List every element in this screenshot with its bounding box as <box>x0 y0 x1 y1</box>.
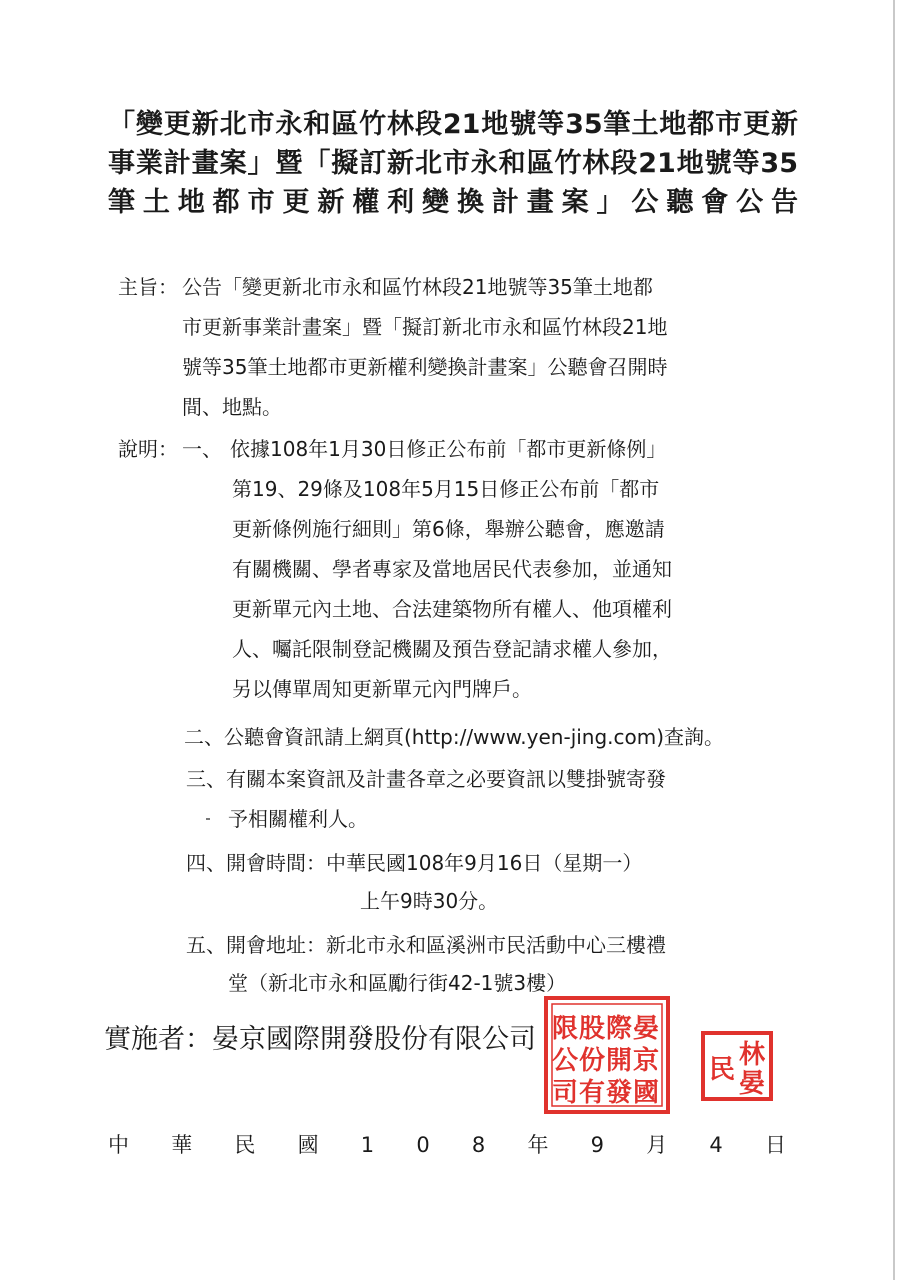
date-char: 0 <box>416 1133 430 1157</box>
scan-mark <box>206 818 210 820</box>
item1-line-7: 另以傳單周知更新單元內門牌戶。 <box>232 677 532 701</box>
seal-char: 晏 <box>632 1014 660 1044</box>
subject-line-2: 市更新事業計畫案」暨「擬訂新北市永和區竹林段21地 <box>182 315 668 339</box>
seal-char: 份 <box>578 1046 606 1076</box>
title-line-3: 筆土地都市更新權利變換計畫案」公聽會公告 <box>108 187 798 218</box>
seal-char: 公 <box>551 1046 579 1076</box>
seal-char: 林 <box>738 1040 766 1070</box>
item3-line-1: 三、有關本案資訊及計畫各章之必要資訊以雙掛號寄發 <box>186 767 666 791</box>
item4-line-1: 四、開會時間：中華民國108年9月16日（星期一） <box>186 851 643 875</box>
item4-line-2: 上午9時30分。 <box>360 889 499 913</box>
item1-line-6: 人、囑託限制登記機關及預告登記請求權人參加， <box>232 637 672 661</box>
seal-char: 京 <box>632 1046 660 1076</box>
seal-char: 晏 <box>738 1069 766 1099</box>
item1-line-3: 更新條例施行細則」第6條，舉辦公聽會，應邀請 <box>232 517 665 541</box>
date-char: 中 <box>108 1133 129 1157</box>
seal-char: 司 <box>551 1078 579 1108</box>
seal-char: 開 <box>605 1046 633 1076</box>
date-char: 8 <box>471 1133 486 1157</box>
date-char: 9 <box>590 1133 604 1157</box>
date-char: 民 <box>234 1133 256 1157</box>
seal-char: 民 <box>708 1055 736 1085</box>
subject-line-3: 號等35筆土地都市更新權利變換計畫案」公聽會召開時 <box>182 355 668 379</box>
seal-char: 限 <box>551 1014 579 1044</box>
personal-seal <box>700 1030 774 1102</box>
subject-line-1: 公告「變更新北市永和區竹林段21地號等35筆土地都 <box>182 275 653 299</box>
document-title <box>108 105 798 222</box>
document-date <box>108 1130 786 1160</box>
explanation-label: 說明： <box>118 437 178 461</box>
item1-line-5: 更新單元內土地、合法建築物所有權人、他項權利 <box>232 597 672 621</box>
item1-line-2: 第19、29條及108年5月15日修正公布前「都市 <box>232 477 660 501</box>
subject-label: 主旨： <box>118 275 178 299</box>
title-line-1: 「變更新北市永和區竹林段21地號等35筆土地都市更新 <box>108 109 798 140</box>
item1-line-1: 依據108年1月30日修正公布前「都市更新條例」 <box>230 437 667 461</box>
seal-char: 有 <box>578 1078 606 1108</box>
subject-line-4: 間、地點。 <box>182 395 282 419</box>
seal-char: 國 <box>632 1078 660 1108</box>
page-edge-line <box>893 0 895 1280</box>
item5-line-2: 堂（新北市永和區勵行街42-1號3樓） <box>228 971 567 995</box>
item1-marker: 一、 <box>182 437 222 461</box>
date-char: 日 <box>764 1133 786 1157</box>
date-char: 月 <box>646 1133 668 1157</box>
seal-char: 股 <box>578 1014 606 1044</box>
title-line-2: 事業計畫案」暨「擬訂新北市永和區竹林段21地號等35 <box>108 148 798 179</box>
implementer: 實施者：晏京國際開發股份有限公司 <box>104 1024 536 1055</box>
item1-line-4: 有關機關、學者專家及當地居民代表參加，並通知 <box>232 557 672 581</box>
seal-char: 發 <box>605 1078 633 1108</box>
seal-char: 際 <box>605 1014 633 1044</box>
item3-line-2: 予相關權利人。 <box>228 807 368 831</box>
item5-line-1: 五、開會地址：新北市永和區溪洲市民活動中心三樓禮 <box>186 933 666 957</box>
date-char: 國 <box>297 1133 319 1157</box>
date-char: 年 <box>527 1133 549 1157</box>
date-char: 4 <box>709 1133 723 1157</box>
date-char: 1 <box>360 1133 375 1157</box>
date-char: 華 <box>171 1133 193 1157</box>
item2-line-1: 二、公聽會資訊請上網頁(http://www.yen-jing.com)查詢。 <box>184 725 725 749</box>
company-seal <box>543 995 671 1115</box>
